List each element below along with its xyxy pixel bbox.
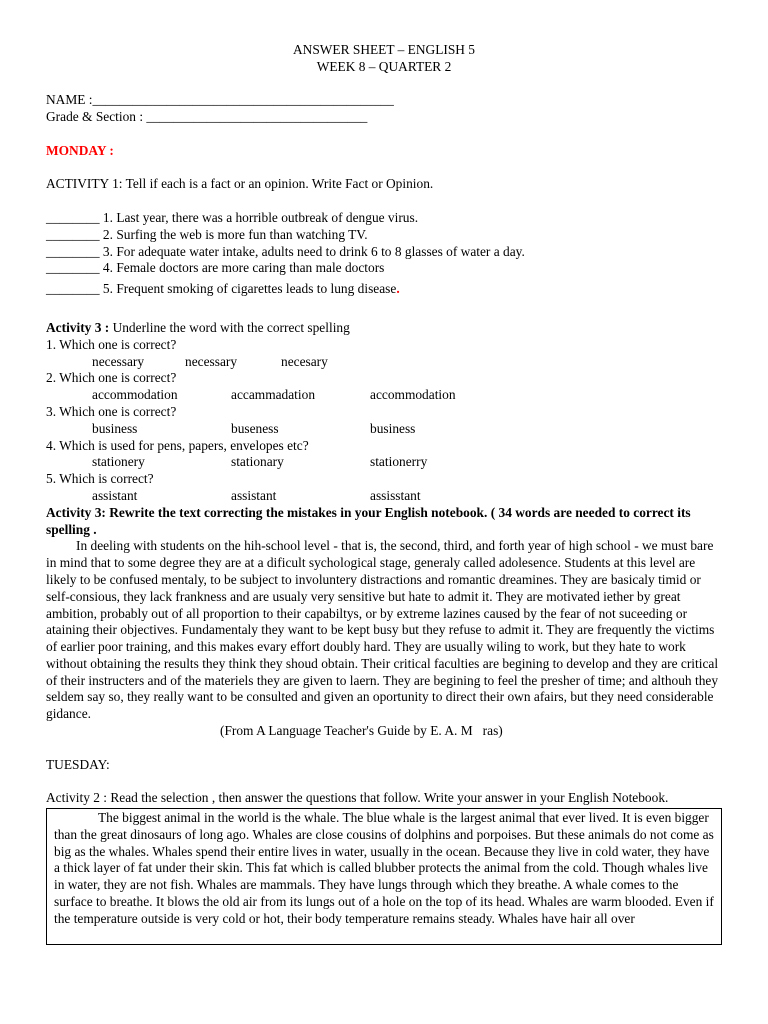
list-item — [46, 227, 722, 244]
item-text: 3. For adequate water intake, adults need to drink 6 to 8 glasses of water a day. — [102, 243, 525, 259]
sheet-title: ANSWER SHEET – ENGLISH 5 — [292, 42, 475, 57]
options-4 — [46, 454, 722, 471]
answer-blank: ________ — [46, 260, 100, 276]
item-text: 1. Last year, there was a horrible outbreak of dengue virus. — [102, 209, 419, 225]
activity3-instruction: Underline the word with the correct spelling — [109, 319, 350, 335]
question-3: 3. Which one is correct? — [46, 403, 177, 419]
list-item — [46, 281, 722, 298]
item-text: 4. Female doctors are more caring than male doctors — [102, 260, 385, 276]
option: stationery — [92, 454, 145, 470]
answer-blank: ________ — [46, 243, 100, 259]
passage-source: (From A Language Teacher's Guide by E. A. M ras) — [220, 723, 503, 739]
activity3-spelling-header — [46, 320, 722, 337]
question-4: 4. Which is used for pens, papers, envelopes etc? — [46, 437, 309, 453]
activity1-instruction: ACTIVITY 1: Tell if each is a fact or an opinion. Write Fact or Opinion. — [46, 176, 434, 192]
answer-blank: ________ — [46, 209, 100, 225]
option: necessary — [92, 353, 145, 369]
option: accommodation — [92, 387, 178, 403]
sheet-subtitle: WEEK 8 – QUARTER 2 — [316, 58, 452, 74]
option: business — [370, 420, 416, 436]
option: buseness — [231, 420, 279, 436]
name-field: NAME :_____________________________________________ — [46, 92, 394, 108]
question-2: 2. Which one is correct? — [46, 370, 177, 386]
options-5 — [46, 488, 722, 505]
options-2 — [46, 387, 722, 404]
red-dot: . — [396, 281, 400, 297]
option: assistant — [231, 487, 277, 503]
option: stationary — [231, 454, 284, 470]
list-item — [46, 260, 722, 277]
rewrite-passage: In deeling with students on the hih-school level - that is, the second, third, and forth year of high school - we must bare in mind that to some degree they are at a dificult sychological stage, generaly called adolesence. Students at this level are likely to be confused mentaly, to be subject to involuntery distractions and romantic dreamines. They are basicaly timid or self-consious, they lack frankness and are usualy very sensitive but hate to admit it. They are motivated iether by great ambition, probably out of all proportion to their capabiltys, or by extreme lazines caused by the fear of not suceeding or ataining their objectives. Fundamentaly they want to be kept busy but they refuse to admit it. They are frequently the victims of earlier poor training, and this makes evary effort doubly hard. They are usually wiling to work, but they hate to work without obtaining the results they think they shoud obtain. Their critical faculties are begining to develop and they are critical of their instructers and of the materiels they are given to laern. They are begining to feel the presher of time; and althouh they seldem say so, they really want to be consulted and given an oportunity to direct their own afairs, but they need considerable gidance. — [46, 538, 719, 722]
option: assistant — [92, 487, 138, 503]
list-item — [46, 244, 722, 261]
answer-blank: ________ — [46, 226, 100, 242]
option: stationerry — [370, 454, 428, 470]
option: necesary — [281, 353, 328, 369]
reading-selection-box — [46, 808, 722, 945]
activity2-instruction: Activity 2 : Read the selection , then answer the questions that follow. Write your answer in your English Notebook. — [46, 790, 669, 806]
answer-blank: ________ — [46, 281, 100, 297]
options-3 — [46, 421, 722, 438]
answer-sheet-page — [46, 42, 722, 945]
option: business — [92, 420, 138, 436]
options-1 — [46, 354, 722, 371]
question-1: 1. Which one is correct? — [46, 336, 177, 352]
activity3-rewrite-instruction: Activity 3: Rewrite the text correcting the mistakes in your English notebook. ( 34 words are needed to correct its spelling . — [46, 504, 691, 537]
activity3-label: Activity 3 : — [46, 319, 110, 335]
list-item — [46, 210, 722, 227]
activity1-list — [46, 210, 722, 298]
question-5: 5. Which is correct? — [46, 471, 154, 487]
option: necessary — [185, 353, 238, 369]
reading-passage: The biggest animal in the world is the whale. The blue whale is the largest animal that ever lived. It is even bigger than the great dinosaurs of long ago. Whales are close cousins of dolphins and porpoises. But these animals do not come as big as the whales. Whales spend their entire lives in water, usually in the ocean. Because they live in cold water, they have a thick layer of fat under their skin. This fat which is called blubber protects the animal from the cold. Though whales live in water, they are not fish. Whales are mammals. They have lungs through which they breathe. A whale comes to the surface to breathe. It blows the old air from its lungs out of a hole on the top of its head. Whales are warm blooded. Even if the temperature outside is very cold or hot, their body temperature remains steady. Whales have hair all over — [54, 810, 714, 926]
option: accammadation — [231, 387, 316, 403]
monday-heading: MONDAY : — [46, 142, 114, 158]
option: assisstant — [370, 487, 421, 503]
option: accommodation — [370, 387, 456, 403]
item-text: 2. Surfing the web is more fun than watching TV. — [102, 226, 368, 242]
item-text: 5. Frequent smoking of cigarettes leads to lung disease — [102, 281, 397, 297]
tuesday-heading: TUESDAY: — [46, 756, 110, 772]
grade-section-field: Grade & Section : _________________________________ — [46, 109, 368, 125]
